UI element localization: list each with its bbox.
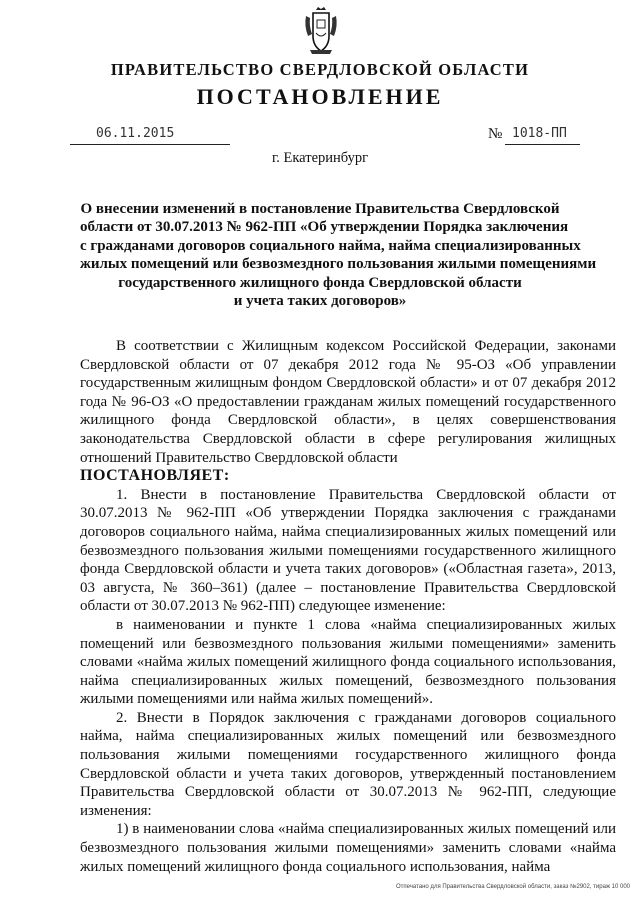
- decree-heading: ПОСТАНОВЛЯЕТ:: [80, 467, 230, 485]
- title-line: с гражданами договоров социального найма, найма специализированных: [80, 237, 581, 254]
- title-line: жилых помещений или безвозмездного пользования жилыми помещениями: [80, 256, 597, 273]
- city: г. Екатеринбург: [271, 150, 369, 166]
- number-underline: [505, 144, 580, 145]
- title-line: О внесении изменений в постановление Правительства Свердловской: [80, 201, 560, 217]
- item-1-paragraph: 1. Внести в постановление Правительства Свердловской области от 30.07.2013 № 962-ПП «Об утверждении Порядка заключения с гражданами договоров социального найма, найма специализированных жилых помещений или безвозмездного пользования жилыми помещениями государственного жилищного фонда Свердловской области и учета таких договоров» («Областная газета», 2013, 03 августа, № 360–361) (далее – постановление Правительства Свердловской области от 30.07.2013 № 962-ПП) следующее изменение:: [80, 486, 616, 615]
- title-line: государственного жилищного фонда Свердловской области: [118, 274, 522, 291]
- title-line: и учета таких договоров»: [233, 293, 407, 310]
- document-date: 06.11.2015: [96, 126, 175, 141]
- print-note: Отпечатано для Правительства Свердловской области, заказ №2902, тираж 10 000: [395, 884, 630, 890]
- title-line: области от 30.07.2013 № 962-ПП «Об утверждении Порядка заключения: [80, 219, 569, 236]
- preamble-paragraph: В соответствии с Жилищным кодексом Российской Федерации, законами Свердловской области от 07 декабря 2012 года № 95-ОЗ «Об управлении государственным жилищным фондом Свердловской области» и от 07 декабря 2012 года № 96-ОЗ «О предоставлении гражданам жилых помещений государственного жилищного фонда Свердловской области», в целях совершенствования законодательства Свердловской области в сфере регулирования жилищных отношений Правительство Свердловской области: [80, 338, 616, 466]
- organization-name: ПРАВИТЕЛЬСТВО СВЕРДЛОВСКОЙ ОБЛАСТИ: [110, 60, 530, 79]
- date-underline: [70, 144, 230, 145]
- item-1-sub-paragraph: в наименовании и пункте 1 слова «найма специализированных жилых помещений или безвозмездного пользования жилыми помещениями» заменить словами «найма жилых помещений жилищного фонда социального использования, найма специализированных жилых помещений, безвозмездного пользования жилыми помещениями или найма жилых помещений».: [80, 616, 616, 708]
- item-2-paragraph: 2. Внести в Порядок заключения с гражданами договоров социального найма, найма специализированных жилых помещений или безвозмездного пользования жилыми помещениями государственного жилищного фонда Свердловской области и учета таких договоров, утвержденный постановлением Правительства Свердловской области от 30.07.2013 № 962-ПП, следующие изменения:: [80, 709, 616, 819]
- document-number: 1018-ПП: [512, 126, 567, 141]
- document-title: [80, 200, 597, 310]
- item-2-sub-1-paragraph: 1) в наименовании слова «найма специализированных жилых помещений или безвозмездного пользования жилыми помещениями» заменить словами «найма жилых помещений жилищного фонда социального использования, найма: [80, 821, 616, 875]
- coat-of-arms-icon: [302, 6, 340, 56]
- number-sign: №: [488, 126, 503, 142]
- document-body: [80, 337, 616, 876]
- document-type: ПОСТАНОВЛЕНИЕ: [196, 84, 444, 109]
